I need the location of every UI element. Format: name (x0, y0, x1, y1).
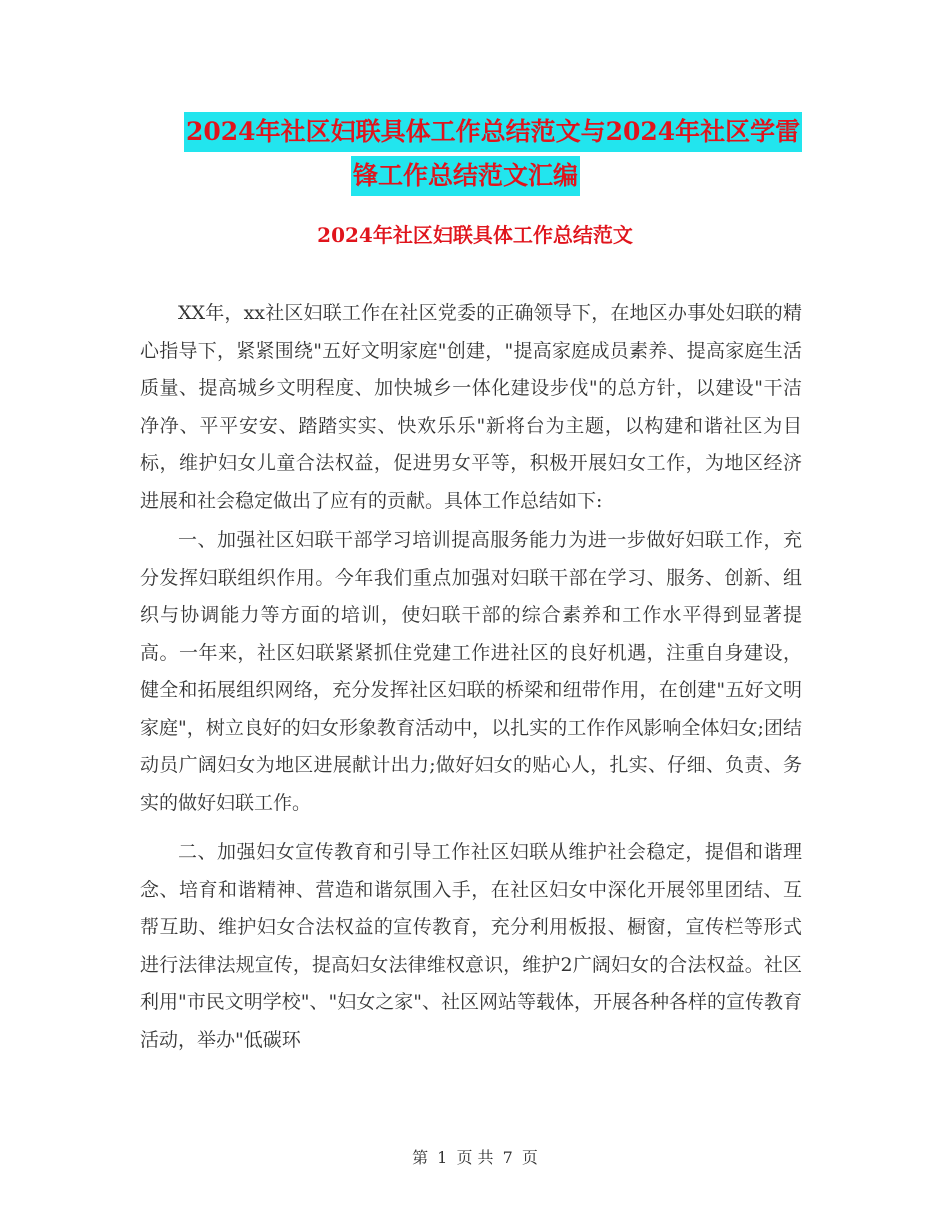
section-subtitle: 2024年社区妇联具体工作总结范文 (317, 223, 633, 247)
footer-page-number: 1 (437, 1148, 448, 1167)
paragraph-section-2: 二、加强妇女宣传教育和引导工作社区妇联从维护社会稳定，提倡和谐理念、培育和谐精神、营造和谐氛围入手，在社区妇女中深化开展邻里团结、互帮互助、维护妇女合法权益的宣传教育，充分利用板报、橱窗，宣传栏等形式进行法律法规宣传，提高妇女法律维权意识，维护2广阔妇女的合法权益。社区利用"市民文明学校"、"妇女之家"、社区网站等载体，开展各种各样的宣传教育活动，举办"低碳环 (140, 841, 802, 1051)
paragraph-intro: XX年，xx社区妇联工作在社区党委的正确领导下，在地区办事处妇联的精心指导下，紧紧围绕"五好文明家庭"创建，"提高家庭成员素养、提高家庭生活质量、提高城乡文明程度、加快城乡一体化建设步伐"的总方针，以建设"干洁净净、平平安安、踏踏实实、快欢乐乐"新将台为主题，以构建和谐社区为目标，维护妇女儿童合法权益，促进男女平等，积极开展妇女工作，为地区经济进展和社会稳定做出了应有的贡献。具体工作总结如下: (140, 302, 802, 512)
title-line-1: 2024年社区妇联具体工作总结范文与2024年社区学雷 (184, 112, 802, 152)
page-footer (0, 1147, 950, 1169)
footer-prefix: 第 (412, 1148, 429, 1167)
footer-mid: 页 共 (456, 1148, 494, 1167)
title-line-2: 锋工作总结范文汇编 (351, 156, 580, 196)
paragraph-section-1: 一、加强社区妇联干部学习培训提高服务能力为进一步做好妇联工作，充分发挥妇联组织作用。今年我们重点加强对妇联干部在学习、服务、创新、组织与协调能力等方面的培训，使妇联干部的综合素养和工作水平得到显著提高。一年来，社区妇联紧紧抓住党建工作进社区的良好机遇，注重自身建设，健全和拓展组织网络，充分发挥社区妇联的桥梁和纽带作用，在创建"五好文明家庭"，树立良好的妇女形象教育活动中，以扎实的工作作风影响全体妇女;团结动员广阔妇女为地区进展献计出力;做好妇女的贴心人，扎实、仔细、负责、务实的做好妇联工作。 (140, 529, 802, 814)
document-body (140, 295, 802, 1059)
footer-suffix: 页 (521, 1148, 538, 1167)
footer-total-pages: 7 (502, 1148, 513, 1167)
